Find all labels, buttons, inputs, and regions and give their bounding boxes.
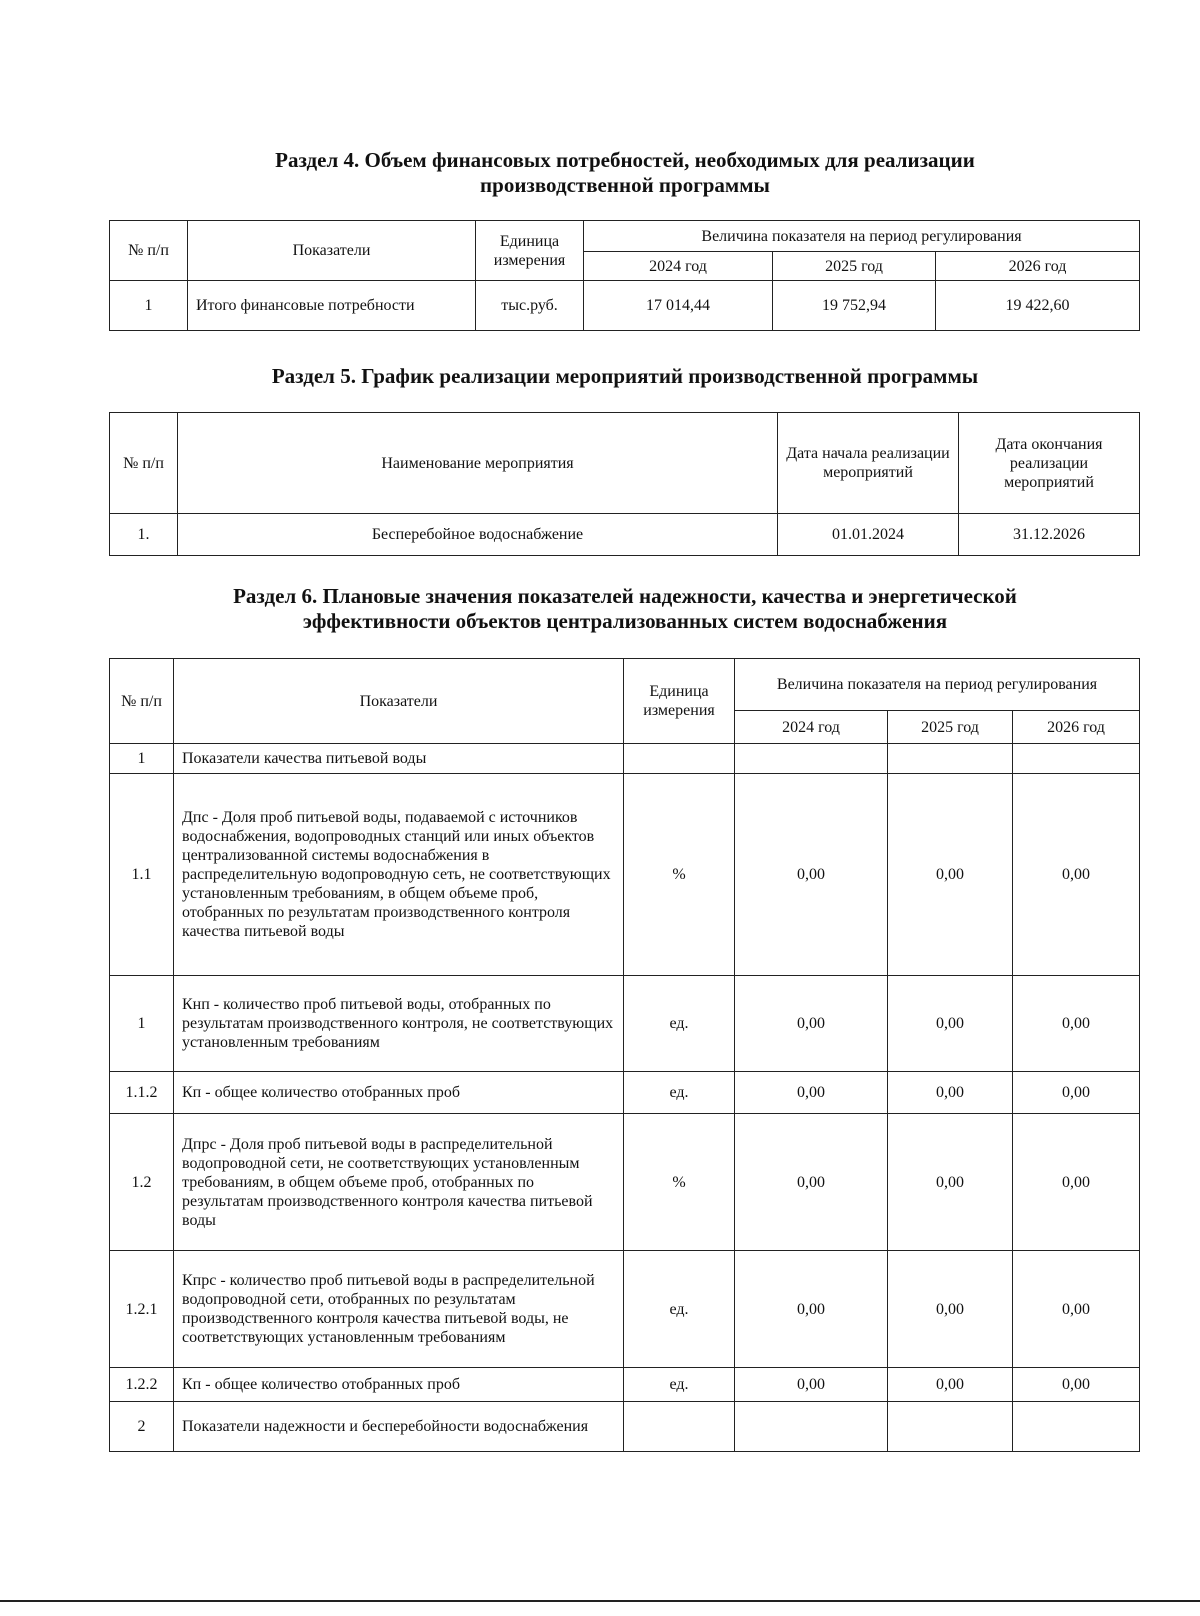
- section4-header-row: [110, 221, 1140, 252]
- header-num: № п/п: [110, 221, 188, 281]
- header-num: № п/п: [110, 659, 174, 744]
- section5-title-text: Раздел 5. График реализации мероприятий производственной программы: [271, 364, 979, 388]
- header-num: № п/п: [110, 413, 178, 514]
- row-value-2024: 0,00: [735, 976, 888, 1072]
- header-start-date: Дата начала реализации мероприятий: [778, 413, 959, 514]
- row-unit: %: [624, 774, 735, 976]
- table-row: [110, 1368, 1140, 1402]
- row-value-2026: [1013, 744, 1140, 774]
- row-value-2025: 19 752,94: [773, 281, 936, 331]
- table-row: [110, 774, 1140, 976]
- row-unit: ед.: [624, 1368, 735, 1402]
- section5-header-row: [110, 413, 1140, 514]
- section4-table: [109, 220, 1140, 331]
- row-name: Показатели надежности и бесперебойности водоснабжения: [174, 1402, 624, 1452]
- row-num: 1.: [110, 514, 178, 556]
- row-unit: ед.: [624, 976, 735, 1072]
- row-name: Дпс - Доля проб питьевой воды, подаваемой с источников водоснабжения, водопроводных станций или иных объектов централизованной системы водоснабжения в распределительную водопроводную сеть, не соответствующих установленным требованиям, в общем объеме проб, отобранных по результатам производственного контроля качества питьевой воды: [174, 774, 624, 976]
- header-year-2026: 2026 год: [936, 252, 1140, 281]
- row-num: 1.2.2: [110, 1368, 174, 1402]
- section6-title-line1: Раздел 6. Плановые значения показателей надежности, качества и энергетической: [233, 584, 1017, 608]
- row-name: Итого финансовые потребности: [188, 281, 476, 331]
- row-value-2024: [735, 744, 888, 774]
- scan-edge-line: [0, 1600, 1200, 1602]
- table-row: [110, 281, 1140, 331]
- row-value-2025: [888, 1402, 1013, 1452]
- table-row: [110, 514, 1140, 556]
- row-name: Кп - общее количество отобранных проб: [174, 1368, 624, 1402]
- row-value-2024: 0,00: [735, 1072, 888, 1114]
- section6-table: [109, 658, 1140, 1452]
- row-value-2025: 0,00: [888, 774, 1013, 976]
- header-year-2024: 2024 год: [584, 252, 773, 281]
- row-value-2026: 0,00: [1013, 1251, 1140, 1368]
- header-year-2025: 2025 год: [888, 711, 1013, 744]
- section4-title-line1: Раздел 4. Объем финансовых потребностей, необходимых для реализации: [275, 148, 975, 172]
- section4-title-line2: производственной программы: [480, 173, 770, 197]
- row-value-2026: 0,00: [1013, 1114, 1140, 1251]
- row-name: Кп - общее количество отобранных проб: [174, 1072, 624, 1114]
- section4-title: [110, 148, 1140, 198]
- row-num: 1: [110, 281, 188, 331]
- row-end-date: 31.12.2026: [959, 514, 1140, 556]
- row-value-2026: 0,00: [1013, 774, 1140, 976]
- row-value-2025: 0,00: [888, 1072, 1013, 1114]
- table-row: [110, 744, 1140, 774]
- row-name: Бесперебойное водоснабжение: [178, 514, 778, 556]
- row-unit: тыс.руб.: [476, 281, 584, 331]
- header-period: Величина показателя на период регулирования: [584, 221, 1140, 252]
- header-period: Величина показателя на период регулирования: [735, 659, 1140, 711]
- header-unit: Единица измерения: [476, 221, 584, 281]
- row-unit: ед.: [624, 1072, 735, 1114]
- row-value-2025: 0,00: [888, 1251, 1013, 1368]
- section6-title-line2: эффективности объектов централизованных систем водоснабжения: [302, 609, 948, 633]
- row-value-2026: 19 422,60: [936, 281, 1140, 331]
- row-num: 1.1.2: [110, 1072, 174, 1114]
- row-unit: [624, 744, 735, 774]
- row-start-date: 01.01.2024: [778, 514, 959, 556]
- section6-title: [110, 584, 1140, 634]
- header-unit: Единица измерения: [624, 659, 735, 744]
- table-row: [110, 1251, 1140, 1368]
- header-year-2024: 2024 год: [735, 711, 888, 744]
- row-value-2025: 0,00: [888, 1114, 1013, 1251]
- section5-table: [109, 412, 1140, 556]
- table-row: [110, 976, 1140, 1072]
- row-value-2026: [1013, 1402, 1140, 1452]
- row-value-2026: 0,00: [1013, 976, 1140, 1072]
- row-unit: ед.: [624, 1251, 735, 1368]
- table-row: [110, 1072, 1140, 1114]
- row-name: Кнп - количество проб питьевой воды, отобранных по результатам производственного контроля, не соответствующих установленным требованиям: [174, 976, 624, 1072]
- row-name: Дпрс - Доля проб питьевой воды в распределительной водопроводной сети, не соответствующих установленным требованиям, в общем объеме проб, отобранных по результатам производственного контроля качества питьевой воды: [174, 1114, 624, 1251]
- header-indicator: Показатели: [174, 659, 624, 744]
- row-value-2026: 0,00: [1013, 1072, 1140, 1114]
- row-num: 2: [110, 1402, 174, 1452]
- header-year-2025: 2025 год: [773, 252, 936, 281]
- row-num: 1.1: [110, 774, 174, 976]
- row-value-2024: 0,00: [735, 1251, 888, 1368]
- row-name: Кпрс - количество проб питьевой воды в распределительной водопроводной сети, отобранных по результатам производственного контроля качества питьевой воды, не соответствующих установленным требованиям: [174, 1251, 624, 1368]
- row-num: 1.2: [110, 1114, 174, 1251]
- row-value-2025: [888, 744, 1013, 774]
- header-year-2026: 2026 год: [1013, 711, 1140, 744]
- section6-header-row: [110, 659, 1140, 711]
- row-num: 1: [110, 744, 174, 774]
- row-value-2025: 0,00: [888, 1368, 1013, 1402]
- row-value-2024: 17 014,44: [584, 281, 773, 331]
- section5-title: [110, 364, 1140, 389]
- header-end-date: Дата окончания реализации мероприятий: [959, 413, 1140, 514]
- header-indicator: Показатели: [188, 221, 476, 281]
- row-name: Показатели качества питьевой воды: [174, 744, 624, 774]
- row-value-2026: 0,00: [1013, 1368, 1140, 1402]
- row-unit: %: [624, 1114, 735, 1251]
- row-value-2024: 0,00: [735, 774, 888, 976]
- row-value-2024: [735, 1402, 888, 1452]
- row-value-2024: 0,00: [735, 1114, 888, 1251]
- row-num: 1: [110, 976, 174, 1072]
- row-value-2025: 0,00: [888, 976, 1013, 1072]
- row-value-2024: 0,00: [735, 1368, 888, 1402]
- row-num: 1.2.1: [110, 1251, 174, 1368]
- table-row: [110, 1114, 1140, 1251]
- row-unit: [624, 1402, 735, 1452]
- header-name: Наименование мероприятия: [178, 413, 778, 514]
- table-row: [110, 1402, 1140, 1452]
